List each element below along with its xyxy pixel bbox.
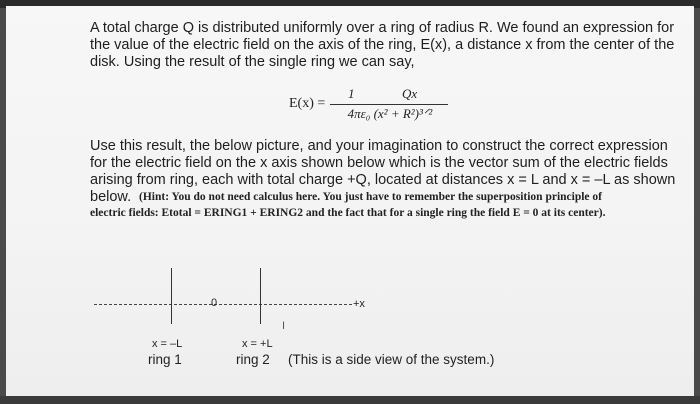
equation-numerator-right: Qx bbox=[402, 86, 418, 101]
equation-numerator-left: 1 bbox=[348, 86, 355, 101]
text-cursor-icon: I bbox=[282, 320, 286, 332]
paragraph1-line3: disk. Using the result of the single ring we can say, bbox=[90, 54, 415, 70]
equation-lhs: E(x) = bbox=[289, 96, 326, 111]
paragraph1-line1: A total charge Q is distributed uniformly over a ring of radius R. We found an expression for bbox=[90, 20, 675, 36]
ring2-name: ring 2 bbox=[236, 352, 270, 367]
hint-line2: electric fields: Etotal = ERING1 + ERING2 and the fact that for a single ring the field E = 0 at its center). bbox=[90, 207, 606, 219]
monitor-bezel-bottom bbox=[0, 396, 700, 404]
paragraph2-line2: for the electric field on the x axis shown below which is the vector sum of the electric fields bbox=[90, 155, 668, 171]
ring1-side-view bbox=[171, 268, 172, 324]
document-page bbox=[6, 6, 694, 396]
ring2-note: (This is a side view of the system.) bbox=[288, 352, 495, 367]
equation-denominator: 4πε₀ (x² + R²)³ᐟ² bbox=[347, 106, 433, 121]
paragraph1-line2: the value of the electric field on the axis of the ring, E(x), a distance x from the center of the bbox=[90, 37, 675, 53]
axis-label-plus-x: +x bbox=[353, 298, 365, 310]
hint-line1: (Hint: You do not need calculus here. You just have to remember the superposition principle of bbox=[139, 191, 602, 203]
ring2-position: x = +L bbox=[242, 338, 273, 350]
origin-label: 0 bbox=[211, 297, 218, 309]
ring2-side-view bbox=[260, 268, 261, 324]
fraction-bar bbox=[330, 104, 448, 105]
paragraph2-line3: arising from ring, each with total charge +Q, located at distances x = L and x = –L as shown bbox=[90, 172, 676, 188]
ring1-position: x = –L bbox=[152, 338, 183, 350]
x-axis-dashed bbox=[94, 304, 352, 305]
paragraph2-line1: Use this result, the below picture, and your imagination to construct the correct expression bbox=[90, 138, 668, 154]
paragraph2-line4: below. bbox=[90, 189, 132, 205]
ring1-name: ring 1 bbox=[148, 352, 182, 367]
